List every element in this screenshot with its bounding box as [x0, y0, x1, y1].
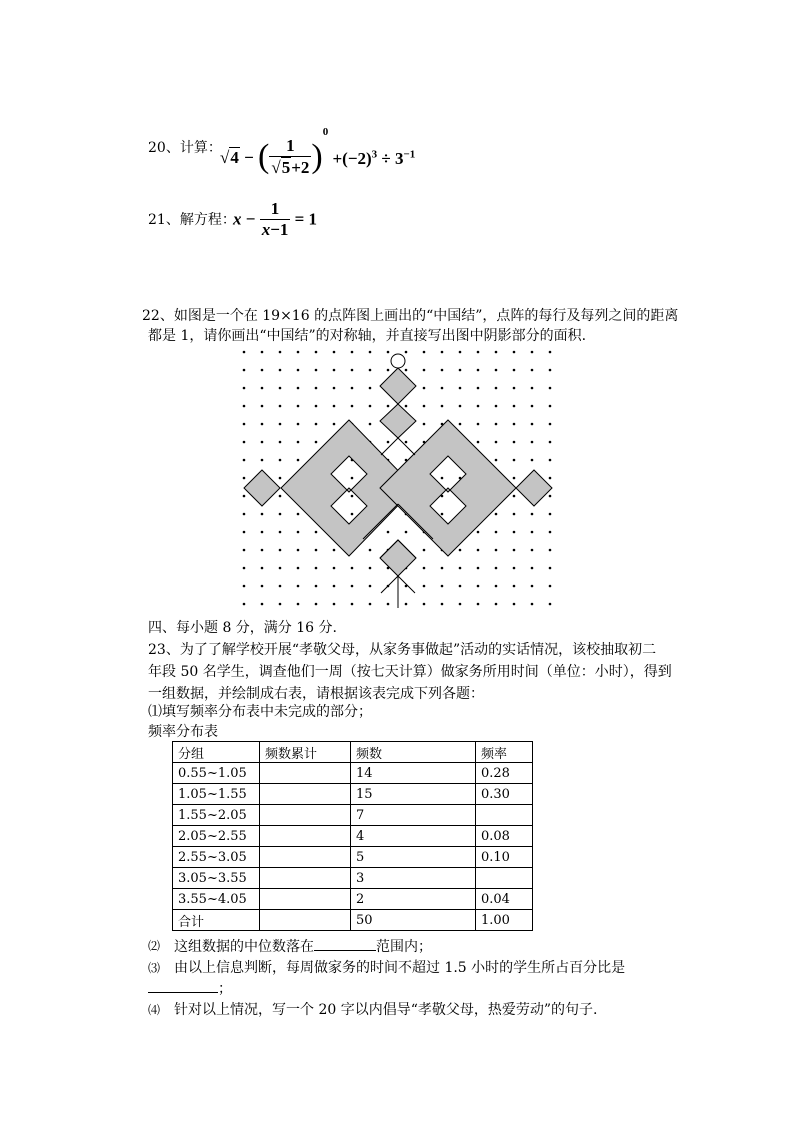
table-cell: 15	[351, 784, 476, 805]
grid-dot	[279, 477, 282, 480]
grid-dot	[333, 603, 336, 606]
grid-dot	[297, 567, 300, 570]
grid-dot	[423, 585, 426, 588]
grid-dot	[279, 423, 282, 426]
table-cell-blank[interactable]	[476, 805, 533, 826]
grid-dot	[531, 513, 534, 516]
grid-dot	[531, 603, 534, 606]
grid-dot	[477, 585, 480, 588]
table-header-cell: 频数	[351, 742, 476, 763]
table-cell: 0.10	[476, 847, 533, 868]
grid-dot	[513, 495, 516, 498]
grid-dot	[495, 387, 498, 390]
table-cell-blank[interactable]	[260, 868, 351, 889]
grid-dot	[387, 405, 390, 408]
grid-dot	[549, 405, 552, 408]
grid-dot	[549, 387, 552, 390]
table-header-cell: 频数累计	[260, 742, 351, 763]
grid-dot	[441, 603, 444, 606]
grid-dot	[513, 423, 516, 426]
grid-dot	[405, 531, 408, 534]
grid-dot	[477, 369, 480, 372]
table-cell-blank[interactable]	[260, 763, 351, 784]
grid-dot	[477, 423, 480, 426]
grid-dot	[297, 423, 300, 426]
table-cell-blank[interactable]	[260, 784, 351, 805]
grid-dot	[243, 549, 246, 552]
table-row	[173, 847, 533, 868]
grid-dot	[495, 567, 498, 570]
grid-dot	[405, 603, 408, 606]
grid-dot	[261, 351, 264, 354]
grid-dot	[243, 387, 246, 390]
table-cell-blank[interactable]	[260, 889, 351, 910]
grid-dot	[387, 351, 390, 354]
knot-left-diamond	[244, 470, 280, 506]
grid-dot	[477, 549, 480, 552]
grid-dot	[261, 387, 264, 390]
grid-dot	[243, 351, 246, 354]
part2-text	[174, 936, 432, 957]
grid-dot	[513, 387, 516, 390]
grid-dot	[441, 585, 444, 588]
grid-dot	[297, 585, 300, 588]
grid-dot	[297, 369, 300, 372]
table-header-cell: 分组	[173, 742, 260, 763]
grid-dot	[369, 567, 372, 570]
table-row	[173, 826, 533, 847]
grid-dot	[549, 477, 552, 480]
table-cell: 2	[351, 889, 476, 910]
grid-dot	[297, 405, 300, 408]
table-cell: 0.08	[476, 826, 533, 847]
grid-dot	[279, 405, 282, 408]
table-cell-blank[interactable]	[476, 868, 533, 889]
knot-top-diamond-upper	[380, 368, 416, 404]
grid-dot	[495, 441, 498, 444]
grid-dot	[279, 351, 282, 354]
grid-dot	[441, 351, 444, 354]
grid-dot	[441, 567, 444, 570]
grid-dot	[279, 513, 282, 516]
grid-dot	[423, 405, 426, 408]
grid-dot	[243, 585, 246, 588]
grid-dot	[549, 369, 552, 372]
grid-dot	[405, 441, 408, 444]
grid-dot	[315, 567, 318, 570]
grid-dot	[531, 351, 534, 354]
grid-dot	[261, 369, 264, 372]
grid-dot	[441, 387, 444, 390]
part2-text-a: 这组数据的中位数落在	[174, 939, 314, 955]
grid-dot	[549, 603, 552, 606]
knot-top-diamond-lower	[380, 404, 416, 438]
grid-dot	[369, 387, 372, 390]
grid-dot	[315, 423, 318, 426]
table-cell-blank[interactable]	[260, 826, 351, 847]
grid-dot	[351, 477, 354, 480]
grid-dot	[513, 531, 516, 534]
grid-dot	[513, 351, 516, 354]
q23-text-line1: 23、为了了解学校开展“孝敬父母，从家务事做起”活动的实话情况，该校抽取初二	[148, 642, 657, 658]
part3-answer-blank[interactable]	[148, 978, 218, 993]
grid-dot	[315, 369, 318, 372]
part4-text: 针对以上情况，写一个 20 字以内倡导“孝敬父母，热爱劳动”的句子.	[174, 1002, 598, 1018]
grid-dot	[549, 423, 552, 426]
grid-dot	[261, 405, 264, 408]
table-cell: 4	[351, 826, 476, 847]
grid-dot	[549, 513, 552, 516]
table-cell: 0.28	[476, 763, 533, 784]
grid-dot	[279, 603, 282, 606]
table-cell: 0.30	[476, 784, 533, 805]
grid-dot	[549, 585, 552, 588]
grid-dot	[549, 459, 552, 462]
grid-dot	[387, 603, 390, 606]
grid-dot	[477, 441, 480, 444]
table-cell: 1.05~1.55	[173, 784, 260, 805]
grid-dot	[315, 549, 318, 552]
q22-text-line1: 22、如图是一个在 19×16 的点阵图上画出的“中国结”，点阵的每行及每列之间的距离	[142, 308, 679, 324]
grid-dot	[441, 477, 444, 480]
grid-dot	[261, 459, 264, 462]
grid-dot	[495, 459, 498, 462]
grid-dot	[531, 567, 534, 570]
q20-expression: √4 − ( $\frac{1}{√5+2}$ )$^0 +(-2)^3 \div 3^{-1}$	[220, 126, 416, 178]
grid-dot	[243, 567, 246, 570]
grid-dot	[477, 405, 480, 408]
grid-dot	[405, 405, 408, 408]
grid-dot	[495, 549, 498, 552]
grid-dot	[243, 513, 246, 516]
grid-dot	[297, 351, 300, 354]
grid-dot	[531, 585, 534, 588]
table-cell: 合计	[173, 910, 260, 931]
grid-dot	[513, 477, 516, 480]
grid-dot	[297, 459, 300, 462]
grid-dot	[423, 387, 426, 390]
grid-dot	[351, 585, 354, 588]
grid-dot	[405, 369, 408, 372]
grid-dot	[495, 603, 498, 606]
table-cell: 0.04	[476, 889, 533, 910]
table-title: 频率分布表	[148, 724, 218, 740]
grid-dot	[531, 369, 534, 372]
grid-dot	[459, 369, 462, 372]
grid-dot	[279, 585, 282, 588]
grid-dot	[423, 423, 426, 426]
grid-dot	[333, 567, 336, 570]
q21-label: 21、解方程：	[148, 212, 236, 228]
grid-dot	[351, 495, 354, 498]
part2-answer-blank[interactable]	[314, 936, 376, 951]
table-cell: 1.00	[476, 910, 533, 931]
grid-dot	[333, 369, 336, 372]
grid-dot	[513, 567, 516, 570]
grid-dot	[369, 549, 372, 552]
grid-dot	[369, 351, 372, 354]
q23-text-line3: 一组数据，并绘制成右表，请根据该表完成下列各题：	[148, 686, 484, 702]
grid-dot	[531, 441, 534, 444]
grid-dot	[549, 531, 552, 534]
grid-dot	[477, 603, 480, 606]
grid-dot	[513, 549, 516, 552]
q23-part1: ⑴填写频率分布表中未完成的部分；	[148, 704, 372, 720]
grid-dot	[297, 513, 300, 516]
grid-dot	[351, 369, 354, 372]
table-cell-blank[interactable]	[260, 805, 351, 826]
part3-text: 由以上信息判断，每周做家务的时间不超过 1.5 小时的学生所占百分比是	[174, 960, 626, 976]
table-cell-blank[interactable]	[260, 910, 351, 931]
grid-dot	[297, 441, 300, 444]
grid-dot	[477, 567, 480, 570]
grid-dot	[423, 567, 426, 570]
grid-dot	[279, 495, 282, 498]
grid-dot	[513, 603, 516, 606]
section-4-heading: 四、每小题 8 分，满分 16 分.	[148, 620, 337, 636]
grid-dot	[513, 405, 516, 408]
q21-equation: x − $\frac{1}{x-1}$ = 1	[233, 199, 318, 239]
table-cell: 7	[351, 805, 476, 826]
grid-dot	[549, 567, 552, 570]
grid-dot	[387, 369, 390, 372]
grid-dot	[261, 513, 264, 516]
grid-dot	[549, 351, 552, 354]
grid-dot	[333, 387, 336, 390]
grid-dot	[441, 369, 444, 372]
grid-dot	[513, 369, 516, 372]
grid-dot	[351, 387, 354, 390]
grid-dot	[477, 351, 480, 354]
table-cell: 0.55~1.05	[173, 763, 260, 784]
table-cell: 5	[351, 847, 476, 868]
table-cell: 2.05~2.55	[173, 826, 260, 847]
table-cell: 3	[351, 868, 476, 889]
grid-dot	[531, 459, 534, 462]
grid-dot	[261, 603, 264, 606]
grid-dot	[351, 405, 354, 408]
grid-dot	[495, 369, 498, 372]
grid-dot	[459, 387, 462, 390]
grid-dot	[297, 603, 300, 606]
table-cell: 50	[351, 910, 476, 931]
grid-dot	[261, 441, 264, 444]
part3-answer	[148, 978, 232, 999]
grid-dot	[513, 459, 516, 462]
grid-dot	[315, 531, 318, 534]
grid-dot	[369, 369, 372, 372]
grid-dot	[279, 567, 282, 570]
table-row	[173, 784, 533, 805]
grid-dot	[279, 549, 282, 552]
grid-dot	[405, 351, 408, 354]
grid-dot	[369, 603, 372, 606]
grid-dot	[333, 351, 336, 354]
grid-dot	[243, 369, 246, 372]
grid-dot	[243, 459, 246, 462]
grid-dot	[243, 603, 246, 606]
grid-dot	[243, 423, 246, 426]
grid-dot	[531, 387, 534, 390]
grid-dot	[495, 585, 498, 588]
table-row	[173, 805, 533, 826]
grid-dot	[459, 603, 462, 606]
grid-dot	[531, 423, 534, 426]
grid-dot	[495, 405, 498, 408]
table-header-row	[173, 742, 533, 763]
grid-dot	[549, 549, 552, 552]
q20-label: 20、计算：	[148, 140, 222, 156]
grid-dot	[315, 585, 318, 588]
grid-dot	[243, 477, 246, 480]
grid-dot	[549, 441, 552, 444]
grid-dot	[315, 387, 318, 390]
grid-dot	[423, 369, 426, 372]
grid-dot	[279, 531, 282, 534]
grid-dot	[315, 441, 318, 444]
q22-text-line2: 都是 1，请你画出“中国结”的对称轴，并直接写出图中阴影部分的面积.	[148, 328, 587, 344]
grid-dot	[243, 531, 246, 534]
grid-dot	[441, 405, 444, 408]
part2-text-b: 范围内；	[376, 939, 432, 955]
knot-bottom-diamond	[380, 540, 416, 576]
grid-dot	[495, 513, 498, 516]
q23-text-line2: 年段 50 名学生，调查他们一周（按七天计算）做家务所用时间（单位：小时），得到	[148, 664, 672, 680]
grid-dot	[459, 405, 462, 408]
grid-dot	[261, 567, 264, 570]
grid-dot	[333, 549, 336, 552]
table-cell-blank[interactable]	[260, 847, 351, 868]
grid-dot	[333, 423, 336, 426]
grid-dot	[315, 603, 318, 606]
grid-dot	[243, 495, 246, 498]
table-cell: 2.55~3.05	[173, 847, 260, 868]
grid-dot	[297, 531, 300, 534]
grid-dot	[315, 351, 318, 354]
part4-number: ⑷	[148, 1003, 161, 1017]
grid-dot	[315, 405, 318, 408]
grid-dot	[513, 585, 516, 588]
grid-dot	[369, 585, 372, 588]
grid-dot	[351, 513, 354, 516]
grid-dot	[279, 387, 282, 390]
grid-dot	[459, 351, 462, 354]
grid-dot	[333, 405, 336, 408]
table-row	[173, 868, 533, 889]
grid-dot	[495, 423, 498, 426]
part3-end: ；	[218, 981, 232, 997]
grid-dot	[459, 585, 462, 588]
grid-dot	[261, 531, 264, 534]
table-cell: 1.55~2.05	[173, 805, 260, 826]
grid-dot	[261, 549, 264, 552]
grid-dot	[477, 387, 480, 390]
grid-dot	[495, 351, 498, 354]
grid-dot	[261, 423, 264, 426]
grid-dot	[243, 405, 246, 408]
grid-dot	[459, 567, 462, 570]
table-row	[173, 889, 533, 910]
grid-dot	[261, 585, 264, 588]
grid-dot	[459, 549, 462, 552]
knot-shaded-region	[244, 368, 552, 576]
grid-dot	[333, 585, 336, 588]
grid-dot	[549, 495, 552, 498]
grid-dot	[279, 441, 282, 444]
knot-right-diamond	[516, 470, 552, 506]
frequency-table	[172, 741, 533, 931]
grid-dot	[459, 423, 462, 426]
part3-number: ⑶	[148, 961, 161, 975]
grid-dot	[387, 441, 390, 444]
table-header-cell: 频率	[476, 742, 533, 763]
grid-dot	[531, 531, 534, 534]
grid-dot	[369, 405, 372, 408]
grid-dot	[477, 531, 480, 534]
table-cell: 3.55~4.05	[173, 889, 260, 910]
table-total-row	[173, 910, 533, 931]
grid-dot	[351, 603, 354, 606]
grid-dot	[423, 351, 426, 354]
grid-dot	[513, 513, 516, 516]
table-row	[173, 763, 533, 784]
grid-dot	[531, 405, 534, 408]
grid-dot	[243, 441, 246, 444]
table-cell: 3.05~3.55	[173, 868, 260, 889]
grid-dot	[351, 567, 354, 570]
grid-dot	[297, 387, 300, 390]
grid-dot	[495, 531, 498, 534]
grid-dot	[513, 441, 516, 444]
grid-dot	[279, 369, 282, 372]
grid-dot	[441, 513, 444, 516]
grid-dot	[423, 549, 426, 552]
grid-dot	[423, 603, 426, 606]
grid-dot	[387, 531, 390, 534]
grid-dot	[351, 351, 354, 354]
grid-dot	[279, 459, 282, 462]
part2-number: ⑵	[148, 939, 161, 953]
grid-dot	[297, 549, 300, 552]
knot-top-ring	[391, 354, 405, 368]
grid-dot	[531, 549, 534, 552]
table-cell: 14	[351, 763, 476, 784]
grid-dot	[369, 423, 372, 426]
